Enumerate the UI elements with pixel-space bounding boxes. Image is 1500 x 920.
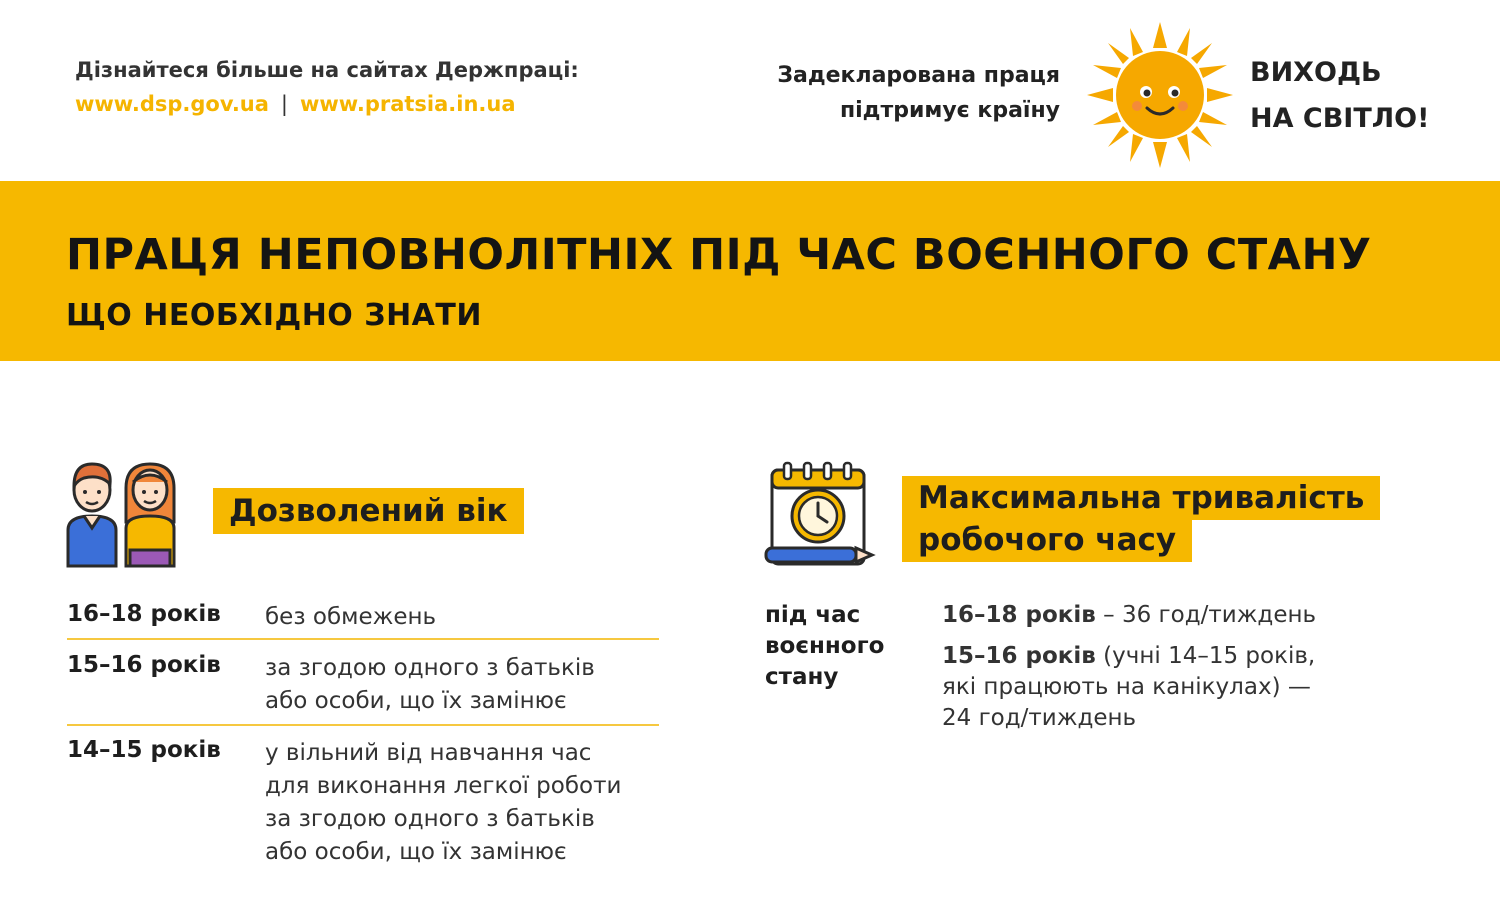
allowed-age-heading: Дозволений вік <box>213 488 524 534</box>
age-row <box>67 601 659 637</box>
condition-line: для виконання легкої роботи <box>265 773 622 799</box>
slogan <box>777 58 1060 128</box>
campaign-line-1: ВИХОДЬ <box>1250 57 1382 88</box>
limit-text: які працюють на канікулах) — <box>942 674 1311 700</box>
info-text: Дізнайтеся більше на сайтах Держпраці: <box>75 58 579 82</box>
page-title: ПРАЦЯ НЕПОВНОЛІТНІХ ПІД ЧАС ВОЄННОГО СТАНУ <box>66 230 1372 280</box>
slogan-line-1: Задекларована праця <box>777 63 1060 88</box>
website-links <box>75 92 516 116</box>
slogan-line-2: підтримує країну <box>839 98 1060 123</box>
link-dsp[interactable]: www.dsp.gov.ua <box>75 92 269 116</box>
period-line: стану <box>765 664 839 690</box>
period-line: воєнного <box>765 633 885 659</box>
age-conditions <box>265 737 621 869</box>
age-range: 15–16 років <box>67 652 221 678</box>
age-conditions <box>265 652 595 718</box>
max-hours-heading-line-2: робочого часу <box>902 518 1192 562</box>
age-range: 16–18 років <box>67 601 221 627</box>
children-icon <box>64 458 178 572</box>
limit-text: (учні 14–15 років, <box>1095 643 1316 669</box>
limit-age: 15–16 років <box>942 643 1096 669</box>
condition-line: за згодою одного з батьків <box>265 655 595 681</box>
campaign-line-2: НА СВІТЛО! <box>1250 103 1430 134</box>
age-row <box>67 737 659 873</box>
limit-text: – 36 год/тиждень <box>1095 602 1317 628</box>
limit-age: 16–18 років <box>942 602 1096 628</box>
row-divider <box>67 638 659 640</box>
link-pratsia[interactable]: www.pratsia.in.ua <box>300 92 516 116</box>
campaign-name <box>1250 50 1429 142</box>
max-hours-heading-line-1: Максимальна тривалість <box>902 476 1380 520</box>
age-row <box>67 652 659 722</box>
condition-line: без обмежень <box>265 604 437 630</box>
hours-limit <box>942 600 1422 631</box>
limit-text: 24 год/тиждень <box>942 705 1137 731</box>
age-range: 14–15 років <box>67 737 221 763</box>
sun-mascot-icon <box>1085 20 1235 170</box>
link-separator: | <box>280 92 288 116</box>
row-divider <box>67 724 659 726</box>
condition-line: за згодою одного з батьків <box>265 806 595 832</box>
condition-line: у вільний від навчання час <box>265 740 592 766</box>
condition-line: або особи, що їх замінює <box>265 688 567 714</box>
condition-line: або особи, що їх замінює <box>265 839 567 865</box>
hours-limit <box>942 641 1422 734</box>
period-label <box>765 600 915 693</box>
age-conditions <box>265 601 436 634</box>
calendar-clock-icon <box>762 460 876 572</box>
period-line: під час <box>765 602 861 628</box>
page-subtitle: ЩО НЕОБХІДНО ЗНАТИ <box>66 298 482 333</box>
